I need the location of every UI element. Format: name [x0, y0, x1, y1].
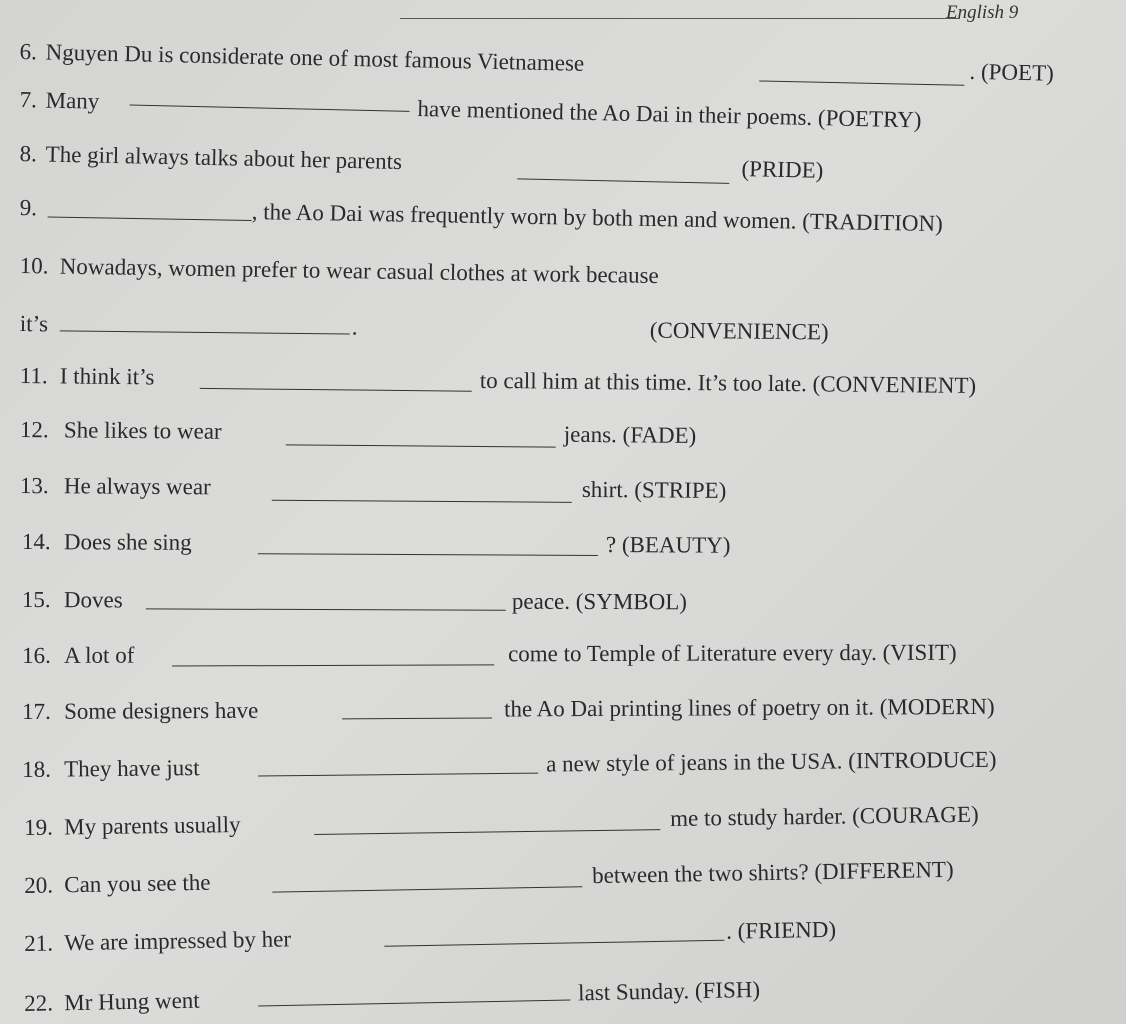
question-text: Nowadays, women prefer to wear casual clothes at work because [59, 253, 659, 289]
question-8 [19, 140, 1110, 183]
answer-blank[interactable] [314, 829, 660, 835]
question-19 [24, 799, 1114, 840]
question-hint: have mentioned the Ao Dai in their poems. (POETRY) [417, 96, 922, 133]
question-number: 17. [22, 698, 51, 724]
question-number: 20. [24, 872, 54, 898]
question-number: 11. [19, 362, 48, 389]
question-number: 14. [21, 529, 51, 555]
answer-blank[interactable] [130, 104, 410, 111]
answer-blank[interactable] [258, 773, 538, 777]
question-text: A lot of [64, 642, 135, 668]
question-number: 16. [22, 642, 51, 668]
question-hint: me to study harder. (COURAGE) [669, 801, 979, 831]
answer-blank[interactable] [200, 388, 472, 392]
question-text: My parents usually [64, 811, 241, 840]
question-hint: last Sunday. (FISH) [577, 976, 761, 1006]
answer-blank[interactable] [272, 500, 572, 503]
question-text: The girl always talks about her parents [45, 141, 403, 175]
question-number: 7. [19, 86, 38, 113]
question-text: They have just [64, 755, 200, 782]
question-9 [19, 194, 1110, 237]
answer-blank[interactable] [258, 1000, 570, 1007]
question-11 [19, 362, 1110, 399]
question-13 [19, 472, 1110, 503]
answer-blank[interactable] [258, 553, 598, 556]
question-hint: (PRIDE) [741, 156, 824, 183]
question-hint: (CONVENIENCE) [649, 317, 829, 345]
question-10-continued [19, 310, 1110, 345]
question-text: She likes to wear [63, 417, 222, 444]
answer-blank[interactable] [172, 664, 494, 666]
question-21 [24, 911, 1114, 956]
question-text: Nguyen Du is considerate one of most famous Vietnamese [45, 39, 585, 76]
question-number: 9. [19, 194, 38, 221]
question-17 [22, 692, 1112, 724]
question-number: 13. [19, 472, 49, 499]
answer-blank[interactable] [517, 178, 729, 183]
answer-blank[interactable] [759, 80, 964, 85]
question-hint: the Ao Dai printing lines of poetry on it. (MODERN) [503, 693, 995, 722]
question-text: He always wear [63, 473, 211, 500]
question-22 [24, 969, 1114, 1016]
question-number: 12. [19, 416, 49, 443]
answer-blank[interactable] [384, 940, 724, 947]
question-6 [19, 38, 1110, 86]
question-18 [22, 745, 1112, 782]
answer-blank[interactable] [146, 608, 506, 610]
question-number: 8. [19, 140, 38, 167]
question-7 [19, 86, 1110, 133]
question-hint: peace. (SYMBOL) [511, 588, 688, 615]
question-hint: . (POET) [969, 58, 1055, 86]
question-hint: between the two shirts? (DIFFERENT) [591, 856, 954, 889]
question-hint: , the Ao Dai was frequently worn by both men and women. (TRADITION) [251, 199, 943, 237]
question-12 [19, 416, 1110, 448]
question-text: Can you see the [64, 869, 211, 898]
question-hint: to call him at this time. It’s too late. (CONVENIENT) [479, 367, 977, 399]
question-hint: shirt. (STRIPE) [581, 476, 727, 503]
answer-blank[interactable] [272, 886, 582, 892]
question-20 [24, 853, 1114, 898]
answer-blank[interactable] [60, 330, 350, 334]
answer-blank[interactable] [48, 216, 252, 221]
question-text: Many [45, 87, 100, 114]
question-text: Doves [63, 587, 123, 613]
question-hint: come to Temple of Literature every day. (VISIT) [508, 639, 957, 667]
question-number: 6. [19, 38, 38, 65]
question-punctuation: . [351, 314, 358, 340]
question-text: I think it’s [59, 363, 155, 390]
question-14 [21, 528, 1112, 558]
question-number: 18. [22, 756, 52, 782]
question-hint: a new style of jeans in the USA. (INTRODUCE) [545, 746, 997, 777]
question-text: Does she sing [63, 529, 192, 555]
question-15 [21, 586, 1112, 615]
question-16 [22, 638, 1112, 668]
question-number: 21. [24, 930, 54, 956]
question-text: We are impressed by her [64, 926, 292, 956]
question-text: it’s [19, 310, 49, 337]
question-number: 22. [24, 990, 54, 1016]
answer-blank[interactable] [342, 718, 492, 720]
question-text: Mr Hung went [64, 987, 200, 1016]
question-hint: jeans. (FADE) [563, 421, 697, 448]
question-10 [19, 252, 1110, 289]
question-text: Some designers have [64, 697, 259, 724]
header-rule [400, 18, 960, 19]
question-hint: ? (BEAUTY) [605, 532, 731, 558]
answer-blank[interactable] [286, 444, 556, 447]
question-hint: . (FRIEND) [725, 916, 837, 944]
question-number: 15. [21, 587, 51, 613]
question-number: 19. [24, 814, 54, 840]
page-header: English 9 [946, 2, 1019, 23]
question-number: 10. [19, 252, 49, 279]
